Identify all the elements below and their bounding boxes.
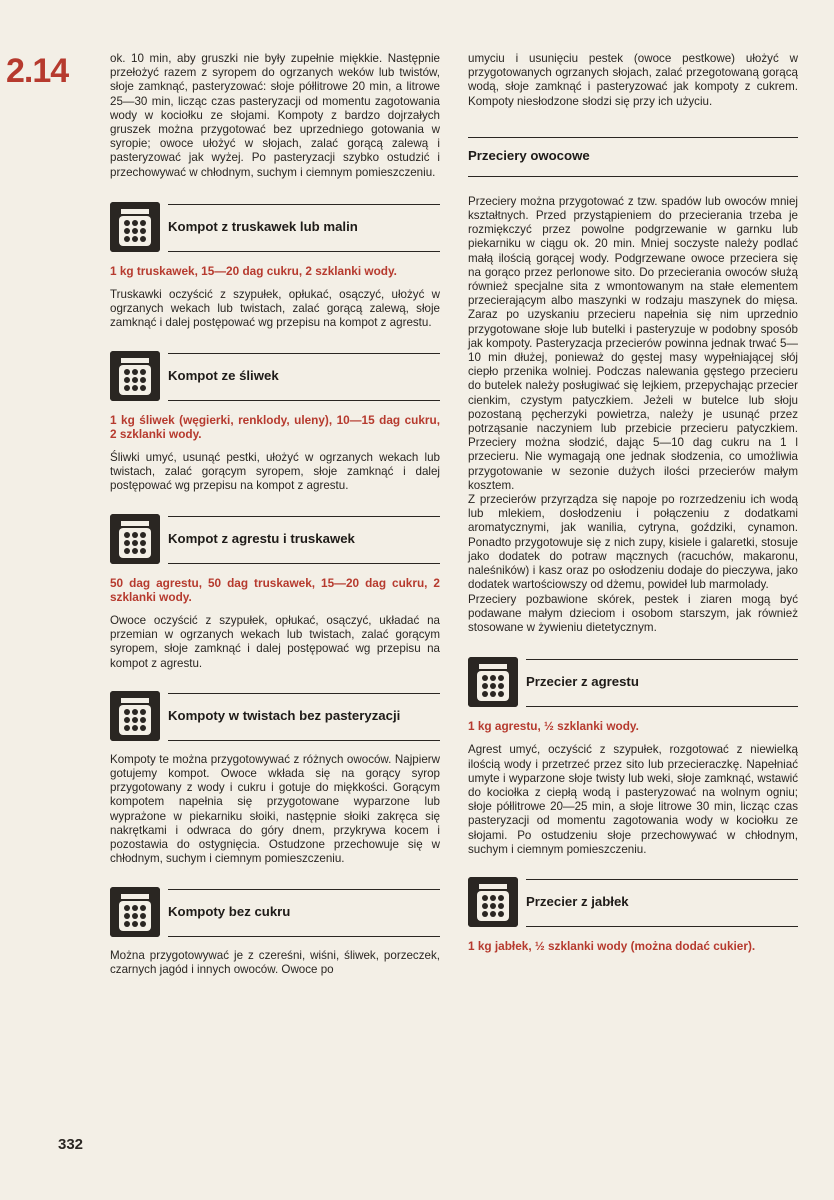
recipe-header (468, 877, 798, 929)
recipe-header (468, 657, 798, 709)
section-paragraph: Przeciery można przygotować z tzw. spadów lub owoców mniej kształtnych. Przed przystąpieniem do przecierania trzeba je rozmiękczyć przez powolne podgrzewanie w garnku lub piekarniku w ciągu ok. 20 min. Mniej soczyste należy podlać małą ilością gorącej wody. Podgrzewane owoce przeciera się na gorąco przez perlonowe sito. Do przecierania owoców służą również specjalne sita z wmontowanym na stałe elementem przecierającym albo maszynki w rodzaju maszynek do mięsa. Zaraz po uzyskaniu przecieru napełnia się nim uprzednio przygotowane słoje lub butelki i pasteryzuje w podobny sposób jak kompoty. Pasteryzacja przecierów powinna jednak trwać 5—10 min dłużej, ponieważ do gęstej masy wypełniającej słój ciepło przenika wolniej. Podczas nalewania gęstego przecieru do butelek należy posługiwać się lejkiem, przepychając przecier cienkim, czystym patyczkiem. Jeżeli w butelce lub słoju pozostaną pęcherzyki powietrza, należy je usunąć przez potrząsanie naczyniem lub przebicie przecieru patyczkiem. Przeciery można słodzić, dając 5—10 dag cukru na 1 l przecieru. Nie wymagają one jednak słodzenia, co umożliwia przygotowanie w sezonie dużych ilości przecierów małym kosztem. (468, 194, 798, 492)
recipe-title: Przecier z jabłek (526, 893, 629, 909)
section-header (468, 135, 798, 179)
recipe-ingredients: 1 kg jabłek, ½ szklanki wody (można dodać cukier). (468, 938, 756, 953)
recipe-przecier-jablek (468, 877, 798, 953)
section-number: 2.14 (6, 52, 69, 90)
recipe-ingredients: 1 kg agrestu, ½ szklanki wody. (468, 719, 639, 734)
recipe-header (110, 514, 440, 566)
jar-icon (110, 691, 160, 741)
recipe-title: Kompoty w twistach bez pasteryzacji (168, 707, 401, 723)
recipe-kompot-agrestu-truskawek (110, 514, 440, 671)
recipe-ingredients: 50 dag agrestu, 50 dag truskawek, 15—20 dag cukru, 2 szklanki wody. (110, 575, 440, 604)
jar-icon (468, 657, 518, 707)
jar-icon (110, 887, 160, 937)
jar-icon (110, 351, 160, 401)
recipe-header (110, 202, 440, 254)
recipe-ingredients: 1 kg truskawek, 15—20 dag cukru, 2 szklanki wody. (110, 263, 397, 278)
right-column (468, 52, 798, 963)
recipe-title: Kompot z agrestu i truskawek (168, 530, 355, 546)
recipe-title: Kompoty bez cukru (168, 903, 291, 919)
recipe-text: Owoce oczyścić z szypułek, opłukać, osączyć, układać na przemian w ogrzanych wekach lub twistach, zalać gorącym syropem, słoje zamknąć i dalej postępować wg przepisu na kompot z agrestu. (110, 614, 440, 670)
recipe-text: Truskawki oczyścić z szypułek, opłukać, osączyć, ułożyć w ogrzanych wekach lub twistach, zalać gorącą zalewą, słoje zamknąć i dalej postępować wg przepisu na kompot z agrestu. (110, 288, 440, 330)
recipe-header (110, 887, 440, 939)
jar-icon (468, 877, 518, 927)
recipe-text: Kompoty te można przygotowywać z różnych owoców. Najpierw gotujemy kompot. Owoce wkłada się na gorący syrop przygotowany z wody i cukru i gotuje do miękkości. Gorącym kompotem napełnia się przygotowane wyparzone lub wyprażone w piekarniku słoiki, następnie słoiki zakręca się nakrętkami i odwraca do góry dnem, przykrywa kocem i pozostawia do ostygnięcia. Ostudzone przechowuje się w chłodnym, suchym i ciemnym pomieszczeniu. (110, 752, 440, 866)
recipe-kompoty-bez-cukru (110, 887, 440, 977)
left-column (110, 52, 440, 977)
recipe-przecier-agrestu (468, 657, 798, 857)
section-przeciery (468, 135, 798, 635)
jar-icon (110, 202, 160, 252)
section-paragraph: Przeciery pozbawione skórek, pestek i ziaren mogą być podawane małym dzieciom i osobom starszym, jak również stosowane w żywieniu dietetycznym. (468, 592, 798, 634)
recipe-title: Kompot z truskawek lub malin (168, 218, 358, 234)
section-paragraph: Z przecierów przyrządza się napoje po rozrzedzeniu ich wodą lub mlekiem, dosłodzeniu i połączeniu z dodatkami aromatycznymi, jak wanilia, cytryna, goździki, cynamon. Ponadto przygotowuje się z nich zupy, kisiele i galaretki, stosuje jako dodatek do potraw mącznych (racuchów, makaronu, naleśników) i kasz oraz po osłodzeniu dodaje do pieczywa, jako dodatek wartościowszy od dżemu, powideł lub marmolady. (468, 493, 798, 592)
recipe-header (110, 691, 440, 743)
jar-icon (110, 514, 160, 564)
recipe-ingredients: 1 kg śliwek (węgierki, renklody, uleny), 10—15 dag cukru, 2 szklanki wody. (110, 412, 440, 441)
recipe-text: Agrest umyć, oczyścić z szypułek, rozgotować z niewielką ilością wody i przetrzeć przez sito lub przecieraczkę. Napełniać umyte i wyparzone słoje twisty lub weki, słoje zamknąć, wstawić do kociołka z ciepłą wodą i pasteryzować na wolnym ogniu; słoje półlitrowe 20—25 min, a słoje litrowe 30 min, licząc czas pasteryzacji od momentu zagotowania wody w kociołku ze słojami. Po ostudzeniu słoje przechowywać w chłodnym, suchym i ciemnym pomieszczeniu. (468, 743, 798, 856)
section-title: Przeciery owocowe (468, 147, 590, 163)
recipe-title: Przecier z agrestu (526, 674, 639, 690)
recipe-title: Kompot ze śliwek (168, 367, 279, 383)
recipe-kompoty-twistach (110, 691, 440, 867)
recipe-text: Śliwki umyć, usunąć pestki, ułożyć w ogrzanych wekach lub twistach, zalać gorącym syropem, słoje zamknąć i dalej postępować wg przepisu na kompot z agrestu. (110, 451, 440, 493)
recipe-kompot-truskawek (110, 202, 440, 331)
recipe-kompot-sliwek (110, 351, 440, 494)
intro-paragraph: ok. 10 min, aby gruszki nie były zupełnie miękkie. Następnie przełożyć razem z syropem do ogrzanych weków lub twistów, słoje zamknąć, pasteryzować: słoje półlitrowe 20 min, a litrowe 25—30 min, licząc czas pasteryzacji od momentu zagotowania wody w kociołku ze słojami. Kompoty z bardzo dojrzałych gruszek można przygotować bez uprzedniego gotowania w syropie; owoce ułożyć w słojach, zalać gorącą zalewą i pasteryzować jak wyżej. Po pasteryzacji szybko ostudzić i przechowywać w chłodnym, suchym i ciemnym pomieszczeniu. (110, 52, 440, 179)
intro-paragraph: umyciu i usunięciu pestek (owoce pestkowe) ułożyć w przygotowanych ogrzanych słojach, zalać przegotowaną gorącą wodą, słoje zamknąć i pasteryzować jak kompoty z cukrem. Kompoty niesłodzone słodzi się przy ich użyciu. (468, 52, 798, 108)
recipe-text: Można przygotowywać je z czereśni, wiśni, śliwek, porzeczek, czarnych jagód i innych owoców. Owoce po (110, 948, 440, 976)
recipe-header (110, 351, 440, 403)
page-number: 332 (58, 1136, 84, 1153)
